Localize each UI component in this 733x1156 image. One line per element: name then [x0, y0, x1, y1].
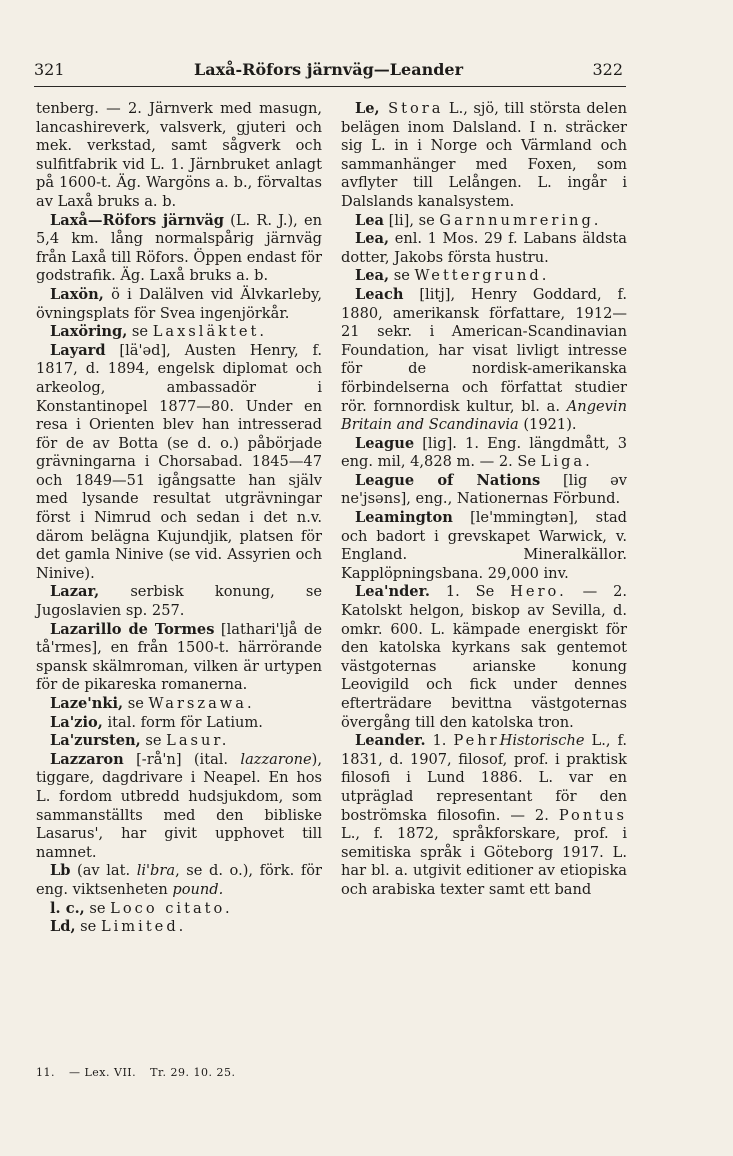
entry-text: L., f. 1831, d. 1907, filosof, prof. i praktisk filosofi i Lund 1886. L. var en utpräglad representant för den boströmska filosofin. — 2.	[341, 732, 627, 824]
page-number-left: 321	[34, 60, 65, 79]
cross-reference: Garnnumrering.	[439, 211, 602, 229]
entry-headword: Laxå—Röfors järnväg	[50, 211, 225, 229]
entry-headword: Layard	[50, 341, 106, 359]
cross-reference: Hero.	[510, 583, 567, 601]
dictionary-entry	[36, 621, 322, 695]
cross-reference: Warszawa.	[148, 695, 255, 712]
entry-text: [lathari'ljå de tå'rmes], en från 1500-t. härrörande spansk skälmroman, vilken är urtypen för de pikareska romanerna.	[36, 620, 322, 694]
dictionary-entry	[341, 212, 627, 231]
entry-text: [lig əv ne'jsəns], eng., Nationernas Förbund.	[341, 471, 628, 508]
entry-text: L., sjö, till största delen belägen inom Dalsland. I n. sträcker sig L. in i Norge och Värmland och sammanhänger med Foxen, som avflyter till Lelången. L. ingår i Dalslands kanalsystem.	[341, 100, 627, 210]
cross-reference: Stora	[379, 100, 444, 117]
page-number-right: 322	[592, 60, 623, 79]
cross-reference: Lasur.	[166, 732, 230, 750]
dictionary-entry	[36, 342, 322, 584]
entry-text: ), tiggare, dagdrivare i Neapel. En hos L. fordom utbredd hudsjukdom, som sammanställts med den bibliske Lasarus', har givit upphovet till namnet.	[36, 750, 322, 861]
dictionary-entry	[341, 435, 627, 472]
entry-text: (av lat.	[70, 862, 137, 880]
dictionary-entry	[341, 509, 627, 583]
entry-headword: Lazarillo de Tormes	[50, 620, 215, 638]
entry-headword: l. c.,	[50, 899, 85, 917]
entry-headword: La'zursten,	[50, 732, 141, 750]
dictionary-entry	[36, 212, 322, 286]
header-rule	[34, 86, 626, 87]
page-header	[34, 60, 623, 84]
entry-text: [litj], Henry Goddard, f. 1880, amerikansk författare, 1912—21 sekr. i American-Scandinavian Foundation, har visat livligt intresse för de nordisk-amerikanska förbindelserna och författat studier rör. fornnordisk kultur, bl. a.	[341, 285, 627, 415]
entry-headword: Lea	[355, 211, 385, 229]
entry-text: [-rå'n] (ital.	[123, 750, 241, 768]
entry-text: ö i Dalälven vid Älvkarleby, övningsplats för Svea ingenjörkår.	[36, 285, 322, 322]
entry-headword: Laxöring,	[50, 323, 128, 341]
entry-headword: La'zio,	[50, 713, 103, 731]
entry-headword: Laze'nki,	[50, 695, 124, 712]
entry-text: se	[84, 899, 111, 917]
right-column	[341, 100, 627, 900]
dictionary-entry	[341, 286, 627, 435]
entry-headword: Le,	[355, 100, 380, 117]
dictionary-entry	[341, 732, 627, 899]
entry-headword: Leamington	[355, 509, 453, 527]
footer-series: — Lex. VII.	[69, 1066, 137, 1079]
entry-text: se	[123, 695, 149, 712]
cross-reference: Laxsläktet.	[152, 323, 268, 341]
cross-reference: Loco citato.	[110, 899, 233, 917]
entry-headword: Lea,	[355, 267, 390, 285]
italic-term: li'bra	[136, 862, 176, 880]
dictionary-entry	[36, 323, 322, 342]
entry-text: se	[140, 732, 167, 750]
dictionary-entry	[341, 100, 627, 212]
entry-headword: Leach	[355, 285, 404, 303]
entry-text: 1.	[425, 732, 454, 750]
entry-headword: Lea'nder.	[355, 583, 430, 601]
entry-text: [li], se	[384, 211, 440, 229]
cross-reference: Wettergrund.	[414, 267, 550, 285]
entry-text: se	[127, 323, 153, 341]
dictionary-entry	[36, 918, 322, 937]
dictionary-entry	[36, 100, 322, 212]
cross-reference: Pehr	[453, 732, 500, 750]
entry-headword: Lea,	[355, 230, 390, 248]
entry-text: [lä'əd], Austen Henry, f. 1817, d. 1894, engelsk diplomat och arkeolog, ambassadör i Konstantinopel 1877—80. Under en resa i Orienten blev han intresserad för de av Botta (se d. o.) påbörjade grävningarna i Chorsabad. 1845—47 och 1849—51 igångsatte han själv med lysande resultat utgrävningar först i Nimrud och sedan i det n.v. därom belägna Kujundjik, platsen för det gamla Ninive (se vid. Assyrien och Ninive).	[36, 341, 322, 582]
entry-headword: Lazzaron	[50, 750, 124, 768]
dictionary-entry	[36, 732, 322, 751]
italic-term: lazzarone	[240, 750, 312, 768]
dictionary-entry	[36, 583, 322, 620]
left-column	[36, 100, 322, 937]
entry-headword: Ld,	[50, 918, 76, 936]
spaced-name: Pontus	[558, 806, 627, 824]
dictionary-entry	[341, 267, 627, 286]
dictionary-entry	[36, 695, 322, 714]
dictionary-entry	[36, 751, 322, 863]
entry-text: serbisk konung, se Jugoslavien sp. 257.	[36, 583, 322, 620]
entry-text: , se d. o.), förk. för eng. viktsenheten	[36, 862, 322, 898]
entry-text: (L. R. J.), en 5,4 km. lång normalspårig järnväg från Laxå till Röfors. Öppen endast för godstrafik. Äg. Laxå bruks a. b.	[36, 211, 322, 285]
italic-term: pound.	[172, 880, 224, 898]
dictionary-entry	[341, 230, 627, 267]
entry-headword: Lazar,	[50, 583, 100, 601]
entry-text: [le'mmingtən], stad och badort i grevskapet Warwick, v. England. Mineralkällor. Kapplöpningsbana. 29,000 inv.	[341, 509, 627, 582]
italic-term: Historische	[499, 732, 585, 750]
entry-text: L., f. 1872, språkforskare, prof. i semitiska språk i Göteborg 1917. L. har bl. a. utgivit editioner av etiopiska och arabiska texter samt ett band	[341, 825, 627, 898]
entry-headword: Leander.	[355, 732, 426, 750]
page-footer	[36, 1066, 246, 1079]
entry-text: tenberg. — 2. Järnverk med masugn, lancashireverk, valsverk, gjuteri och mek. verkstad, samt sågverk och sulfitfabrik vid L. 1. Järnbruket anlagt på 1600-t. Äg. Wargöns a. b., förvaltas av Laxå bruks a. b.	[36, 100, 322, 210]
footer-print: Tr. 29. 10. 25.	[150, 1066, 236, 1079]
entry-text: 1. Se	[430, 583, 511, 601]
entry-text: se	[75, 918, 101, 936]
entry-text: [lig]. 1. Eng. längdmått, 3 eng. mil, 4,828 m. — 2. Se	[341, 434, 627, 471]
entry-text: (1921).	[518, 416, 577, 434]
entry-headword: League	[355, 434, 415, 452]
entry-headword: Lb	[50, 862, 71, 880]
dictionary-entry	[341, 472, 627, 509]
cross-reference: Liga.	[540, 453, 593, 471]
footer-signature: 11.	[36, 1066, 55, 1079]
page-title: Laxå-Röfors järnväg—Leander	[194, 60, 463, 79]
dictionary-entry	[36, 900, 322, 919]
entry-headword: Laxön,	[50, 285, 104, 303]
entry-headword: League of Nations	[355, 471, 541, 489]
entry-text: ital. form för Latium.	[102, 713, 263, 731]
entry-text: se	[389, 267, 415, 285]
italic-term: Angevin Britain and Scandinavia	[341, 397, 627, 434]
entry-text: enl. 1 Mos. 29 f. Labans äldsta dotter, Jakobs första hustru.	[341, 230, 627, 266]
dictionary-entry	[36, 862, 322, 899]
dictionary-entry	[36, 286, 322, 323]
entry-text: — 2. Katolskt helgon, biskop av Sevilla, d. omkr. 600. L. kämpade energiskt för den katolska kyrkans sak gentemot västgoternas arianske konung Leovigild och fick under dennes efterträdare bevittna västgoternas övergång till den katolska tron.	[341, 583, 627, 731]
dictionary-entry	[36, 714, 322, 733]
cross-reference: Limited.	[100, 918, 187, 936]
dictionary-entry	[341, 583, 627, 732]
